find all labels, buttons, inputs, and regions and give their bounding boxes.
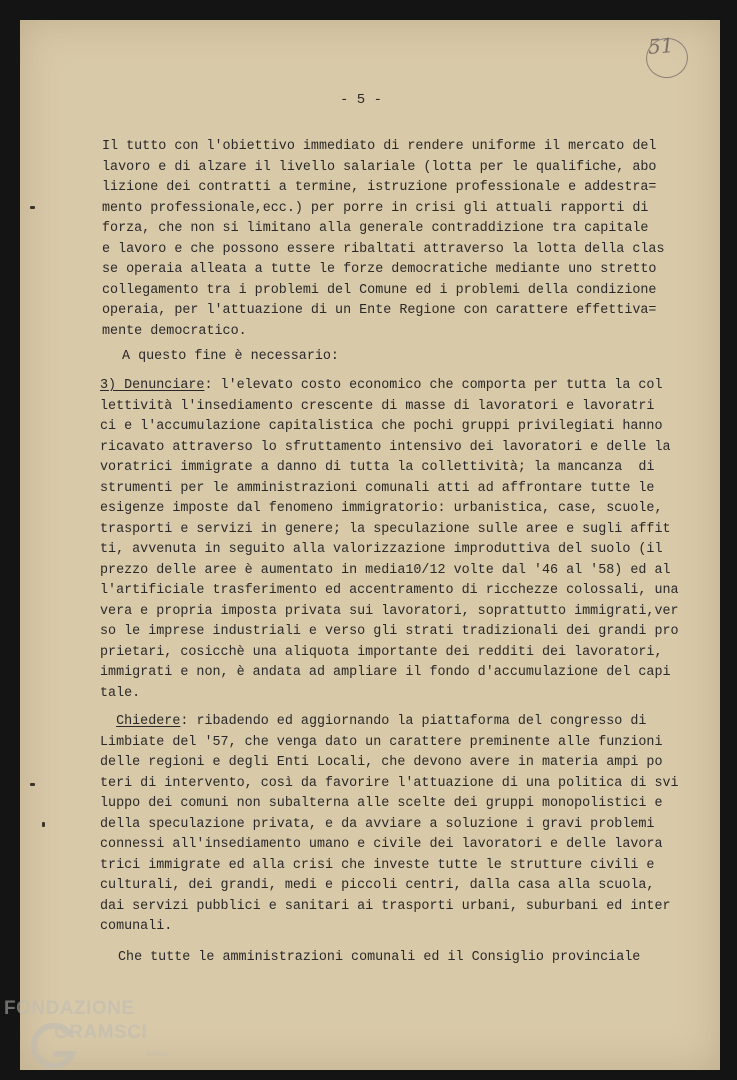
margin-mark <box>30 783 35 786</box>
text-line: teri di intervento, così da favorire l'attuazione di una politica di svi <box>100 775 679 791</box>
fondazione-gramsci-watermark <box>4 996 194 1076</box>
text-line: so le imprese industriali e verso gli strati tradizionali dei grandi pro <box>100 624 679 639</box>
text-line <box>100 712 679 733</box>
text-line: esigenze imposte dal fenomeno immigratorio: urbanistica, case, scuole, <box>100 501 663 516</box>
text-line: forza, che non si limitano alla generale contraddizione tra capitale <box>102 221 649 236</box>
text-line: Il tutto con l'obiettivo immediato di rendere uniforme il mercato del <box>102 139 657 154</box>
text-line: comunali. <box>100 919 173 934</box>
text-line: ricavato attraverso lo sfruttamento intensivo dei lavoratori e delle la <box>100 439 671 455</box>
text-line: operaia, per l'attuazione di un Ente Regione con carattere effettiva= <box>102 303 657 318</box>
watermark-title: FONDAZIONE <box>4 998 135 1019</box>
text-line: prietari, cosicchè una aliquota importante dei redditi dei lavoratori, <box>100 644 663 660</box>
watermark-subtitle: GRAMSCI <box>54 1022 148 1043</box>
paragraph-2 <box>122 347 339 368</box>
text-line: voratrici immigrate a danno di tutta la collettività; la mancanza di <box>100 460 655 475</box>
text-line: prezzo delle aree è aumentato in media10/12 volte dal '46 al '58) ed al <box>100 562 671 578</box>
text-line: culturali, dei grandi, medi e piccoli centri, dalla casa alla scuola, <box>100 878 655 893</box>
text-segment: : l'elevato costo economico che comporta per tutta la col <box>204 378 663 393</box>
text-line: l'artificiale trasferimento ed accentramento di ricchezze colossali, una <box>100 583 679 598</box>
handwritten-page-annotation: 51 <box>647 33 675 59</box>
text-line: collegamento tra i problemi del Comune ed i problemi della condizione <box>102 282 657 298</box>
section-label-chiedere: Chiedere <box>116 714 181 729</box>
text-line: Che tutte le amministrazioni comunali ed il Consiglio provinciale <box>118 950 641 965</box>
text-line: lettività l'insediamento crescente di masse di lavoratori e lavoratri <box>100 398 655 414</box>
watermark-tag: onlus <box>146 1048 168 1058</box>
text-line: luppo dei comuni non subalterna alle scelte dei gruppi monopolistici e <box>100 796 663 811</box>
paragraph-3-denunciare <box>100 376 679 704</box>
text-line: ci e l'accumulazione capitalistica che pochi gruppi privilegiati hanno <box>100 419 663 434</box>
margin-mark <box>30 206 35 209</box>
margin-mark <box>42 822 45 827</box>
text-line: A questo fine è necessario: <box>122 349 339 364</box>
text-segment: : ribadendo ed aggiornando la piattaforma del congresso di <box>180 714 647 729</box>
page-number: - 5 - <box>340 92 383 108</box>
section-label-denunciare: 3) Denunciare <box>100 378 205 393</box>
text-line: vera e propria imposta privata sui lavoratori, soprattutto immigrati,ver <box>100 603 679 619</box>
text-line: dai servizi pubblici e sanitari ai trasporti urbani, suburbani ed inter <box>100 898 671 914</box>
text-line: delle regioni e degli Enti Locali, che devono avere in materia ampi po <box>100 755 663 770</box>
text-line: trici immigrate ed alla crisi che investe tutte le strutture civili e <box>100 857 655 873</box>
text-line: mento professionale,ecc.) per porre in crisi gli attuali rapporti di <box>102 200 649 216</box>
text-line: lizione dei contratti a termine, istruzione professionale e addestra= <box>102 180 657 195</box>
text-line: trasporti e servizi in genere; la speculazione sulle aree e sugli affit <box>100 521 671 537</box>
text-line <box>100 376 679 397</box>
text-line: Limbiate del '57, che venga dato un carattere preminente alle funzioni <box>100 734 663 750</box>
paragraph-4-chiedere <box>100 712 679 938</box>
text-line: lavoro e di alzare il livello salariale (lotta per le qualifiche, abo <box>102 159 657 175</box>
text-line: immigrati e non, è andata ad ampliare il fondo d'accumulazione del capi <box>100 665 671 680</box>
paragraph-5 <box>118 948 640 969</box>
document-page <box>20 20 720 1070</box>
paragraph-1 <box>102 137 665 342</box>
text-line: tale. <box>100 685 141 701</box>
text-line: strumenti per le amministrazioni comunali atti ad affrontare tutte le <box>100 480 655 496</box>
text-line: e lavoro e che possono essere ribaltati attraverso la lotta della clas <box>102 241 665 257</box>
text-line: mente democratico. <box>102 323 247 339</box>
text-line: se operaia alleata a tutte le forze democratiche mediante uno stretto <box>102 262 657 277</box>
text-line: ti, avvenuta in seguito alla valorizzazione improduttiva del suolo (il <box>100 542 663 557</box>
text-line: connessi all'insediamento umano e civile dei lavoratori e delle lavora <box>100 837 663 852</box>
text-line: della speculazione privata, e da avviare a soluzione i gravi problemi <box>100 816 655 832</box>
